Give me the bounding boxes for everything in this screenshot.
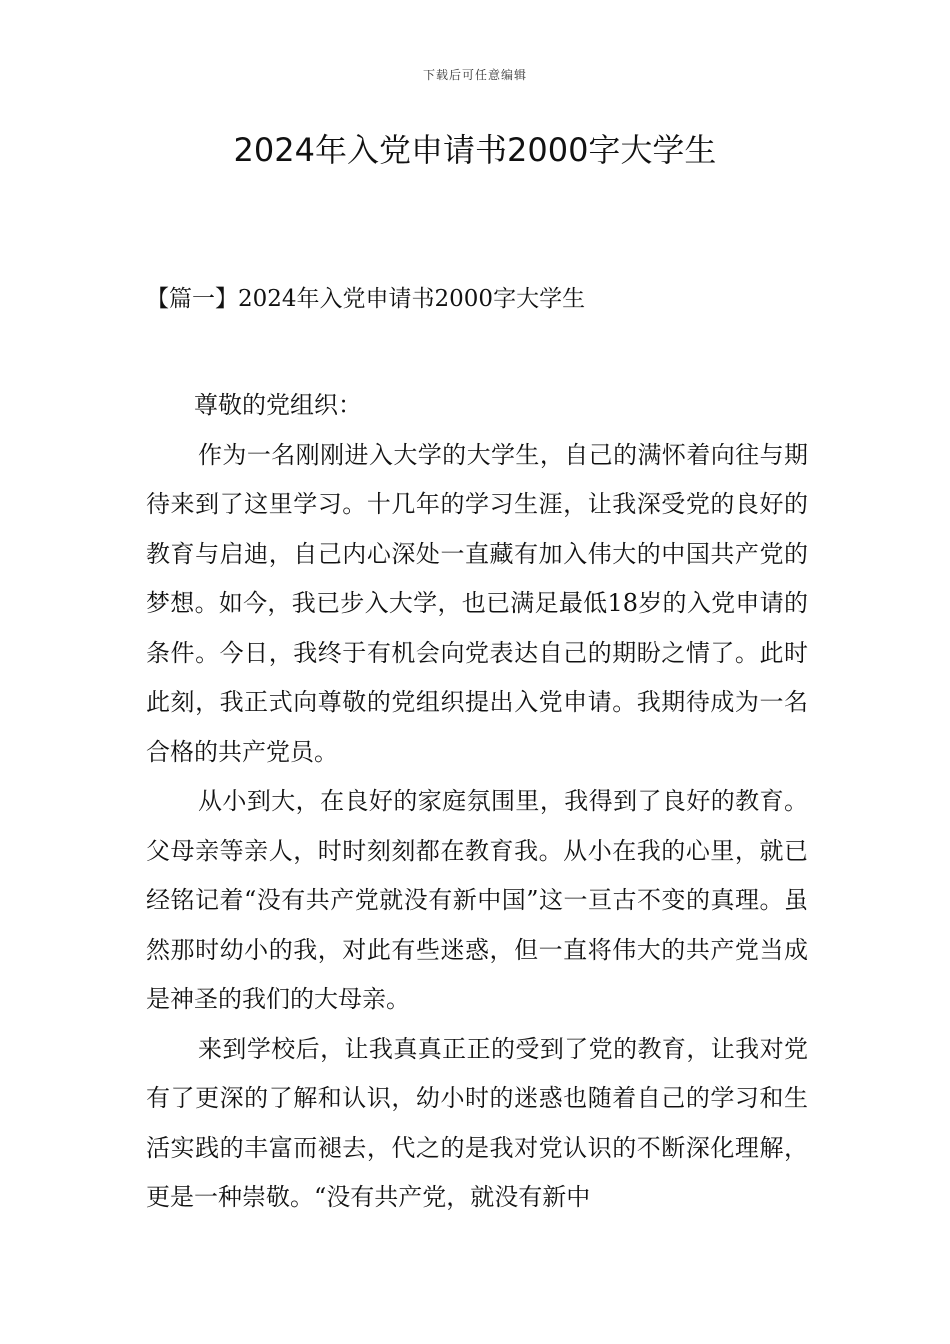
section-heading: 【篇一】2024年入党申请书2000字大学生: [146, 286, 586, 312]
body-text: [146, 381, 808, 1223]
paragraph-1: 作为一名刚刚进入大学的大学生，自己的满怀着向往与期待来到了这里学习。十几年的学习生涯，让我深受党的良好的教育与启迪，自己内心深处一直藏有加入伟大的中国共产党的梦想。如今，我已步入大学，也已满足最低18岁的入党申请的条件。今日，我终于有机会向党表达自己的期盼之情了。此时此刻，我正式向尊敬的党组织提出入党申请。我期待成为一名合格的共产党员。: [146, 440, 808, 766]
paragraph-3: 来到学校后，让我真真正正的受到了党的教育，让我对党有了更深的了解和认识，幼小时的迷惑也随着自己的学习和生活实践的丰富而褪去，代之的是我对党认识的不断深化理解，更是一种崇敬。“没有共产党，就没有新中: [146, 1034, 808, 1211]
document-title: 2024年入党申请书2000字大学生: [233, 131, 717, 169]
header-note: 下载后可任意编辑: [422, 68, 527, 82]
salutation: 尊敬的党组织：: [194, 391, 362, 419]
paragraph-2: 从小到大，在良好的家庭氛围里，我得到了良好的教育。父母亲等亲人，时时刻刻都在教育我。从小在我的心里，就已经铭记着“没有共产党就没有新中国”这一亘古不变的真理。虽然那时幼小的我，对此有些迷惑，但一直将伟大的共产党当成是神圣的我们的大母亲。: [146, 787, 808, 1013]
